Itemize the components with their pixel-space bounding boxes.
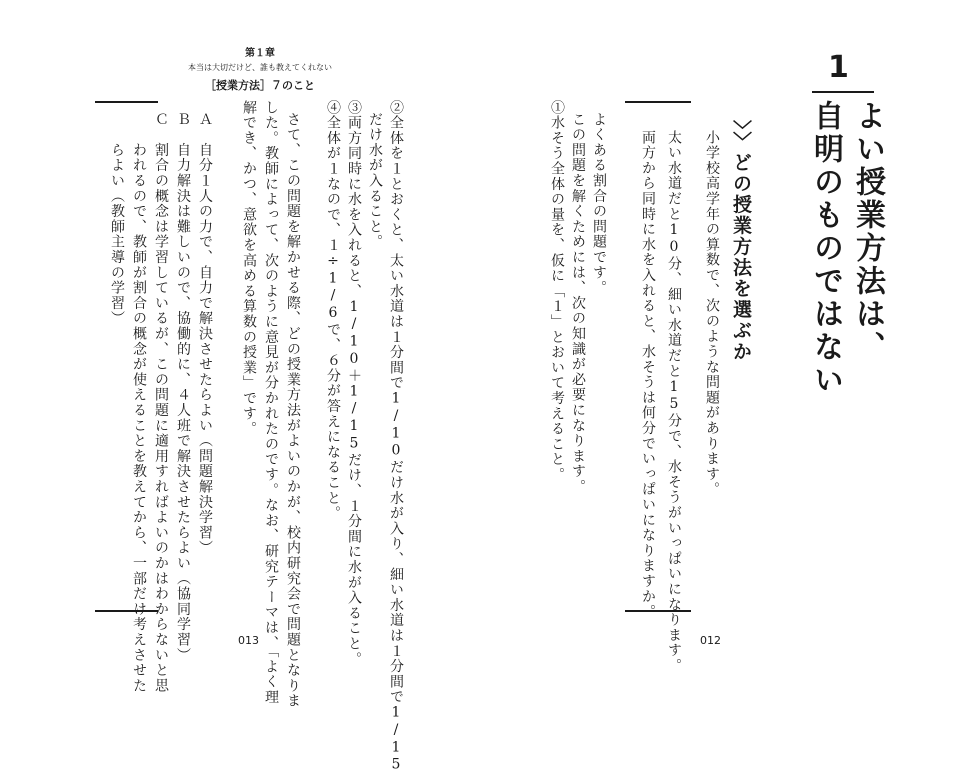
body-line: ①水そう全体の量を、仮に「１」とおいて考えること。 xyxy=(549,100,565,483)
chapter-subtitle: 本当は大切だけど、誰も教えてくれない xyxy=(188,63,332,72)
body-line: した。教師によって、次のように意見が分かれたのです。なお、研究テーマは、「よく理 xyxy=(263,100,279,705)
body-line: さて、この問題を解かせる際、どの授業方法がよいのかが、校内研究会で問題となりま xyxy=(285,112,301,709)
option-a: Ａ 自分１人の力で、自力で解決させたらよい（問題解決学習） xyxy=(197,112,213,556)
body-line: 太い水道だと10分、細い水道だと15分で、水そうがいっぱいになります。 xyxy=(666,130,682,674)
page-number-left: 013 xyxy=(238,634,259,647)
page-title xyxy=(804,100,888,397)
body-line: よくある割合の問題です。 xyxy=(591,112,607,296)
running-header xyxy=(140,44,380,93)
body-line: ③両方同時に水を入れると、1/10＋1/15だけ、１分間に水が入ること。 xyxy=(346,100,362,667)
page-title-line2: 自明のものではない xyxy=(808,100,843,397)
section-label: ［授業方法］７のこと xyxy=(205,79,315,92)
body-line: ④全体が１なので、１÷1/6で、６分が答えになること。 xyxy=(325,100,341,522)
chapter-label: 第１章 xyxy=(245,48,275,59)
option-c-cont: らよい（教師主導の学習） xyxy=(109,112,125,327)
body-line: この問題を解くためには、次の知識が必要になります。 xyxy=(570,112,586,495)
heading-text: どの授業方法を選ぶか xyxy=(730,152,752,363)
rule-title-top xyxy=(812,91,874,93)
rule-left-top xyxy=(95,101,158,103)
page-number-right: 012 xyxy=(700,634,721,647)
body-line: ②全体を１とおくと、太い水道は１分間で1/10だけ水が入り、細い水道は１分間で1/15 xyxy=(388,100,404,774)
body-line: 小学校高学年の算数で、次のような問題があります。 xyxy=(704,130,720,498)
chapter-number: 1 xyxy=(828,50,849,85)
heading-mark-icon: 〉〉 xyxy=(730,120,752,153)
section-heading xyxy=(730,120,752,363)
body-line: だけ水が入ること。 xyxy=(367,112,383,250)
rule-right-top xyxy=(625,101,691,103)
body-line: 両方から同時に水を入れると、水そうは何分でいっぱいになりますか。 xyxy=(640,130,656,620)
option-b: Ｂ 自力解決は難しいので、協働的に、４人班で解決させたらよい（協同学習） xyxy=(175,112,191,663)
option-c: Ｃ 割合の概念は学習しているが、この問題に適用すればよいのかはわからないと思 xyxy=(153,112,169,694)
option-c-cont: われるので、教師が割合の概念が使えることを教えてから、一部だけ考えさせた xyxy=(131,112,147,694)
body-line: 解でき、かつ、意欲を高める算数の授業」です。 xyxy=(241,100,257,437)
page-title-line1: よい授業方法は、 xyxy=(850,100,885,364)
rule-left-bottom xyxy=(95,610,158,612)
